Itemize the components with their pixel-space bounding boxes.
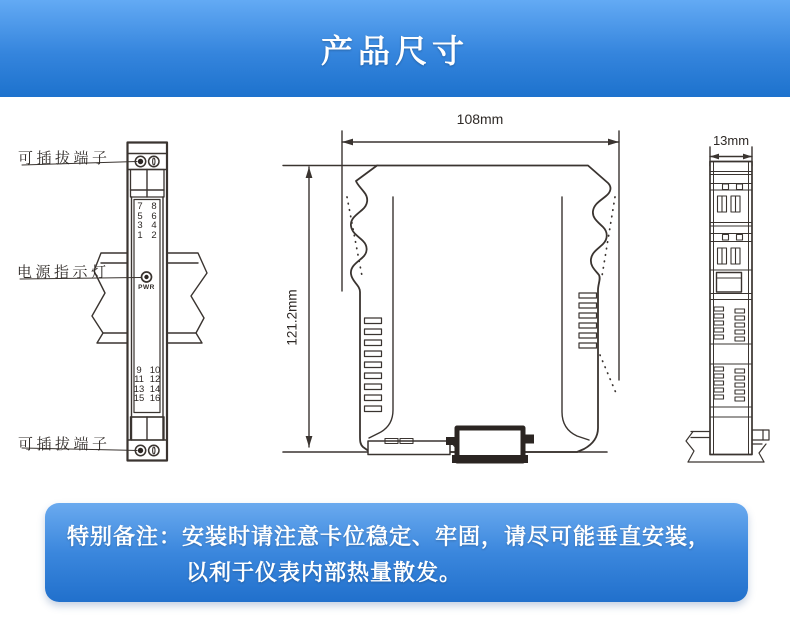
label-top-pluggable-terminal: 可插拔端子 xyxy=(18,150,111,167)
dimension-width-108mm: 108mm xyxy=(456,111,504,127)
terminal-number: 10 xyxy=(149,365,161,376)
terminal-number: 11 xyxy=(134,374,144,386)
note-line-1 xyxy=(67,520,711,551)
note-text-1: 安装时请注意卡位稳定、牢固，请尽可能垂直安装， xyxy=(182,524,712,549)
page-title: 产品尺寸 xyxy=(320,33,469,69)
side-view-drawing xyxy=(283,131,619,463)
end-view-drawing xyxy=(686,147,769,462)
special-note-box xyxy=(45,503,748,602)
terminal-number: 14 xyxy=(149,383,161,395)
note-prefix: 特别备注： xyxy=(67,524,183,549)
note-line-2: 以利于仪表内部热量散发。 xyxy=(186,560,463,585)
terminal-number: 1 xyxy=(137,229,143,241)
terminal-number: 2 xyxy=(151,229,157,241)
terminal-number: 3 xyxy=(137,220,143,232)
dimension-height-121mm: 121.2mm xyxy=(284,289,300,346)
terminal-number: 13 xyxy=(133,383,145,395)
terminal-number: 6 xyxy=(151,210,157,222)
terminal-number: 8 xyxy=(151,201,157,212)
terminal-numbers-top xyxy=(133,202,161,240)
pwr-led-label: PWR xyxy=(138,284,155,291)
label-bottom-pluggable-terminal: 可插拔端子 xyxy=(18,436,111,453)
front-view-drawing xyxy=(20,143,207,461)
terminal-number: 15 xyxy=(133,392,145,404)
terminal-number: 5 xyxy=(137,210,143,222)
leader-lines xyxy=(20,162,142,451)
terminal-number: 16 xyxy=(149,392,161,404)
label-power-indicator: 电源指示灯 xyxy=(17,264,110,281)
dimension-depth-13mm: 13mm xyxy=(712,133,750,148)
terminal-numbers-bottom xyxy=(131,366,163,403)
terminal-number: 9 xyxy=(136,365,142,376)
terminal-number: 12 xyxy=(149,374,161,386)
terminal-number: 7 xyxy=(137,201,143,212)
terminal-number: 4 xyxy=(151,220,157,232)
